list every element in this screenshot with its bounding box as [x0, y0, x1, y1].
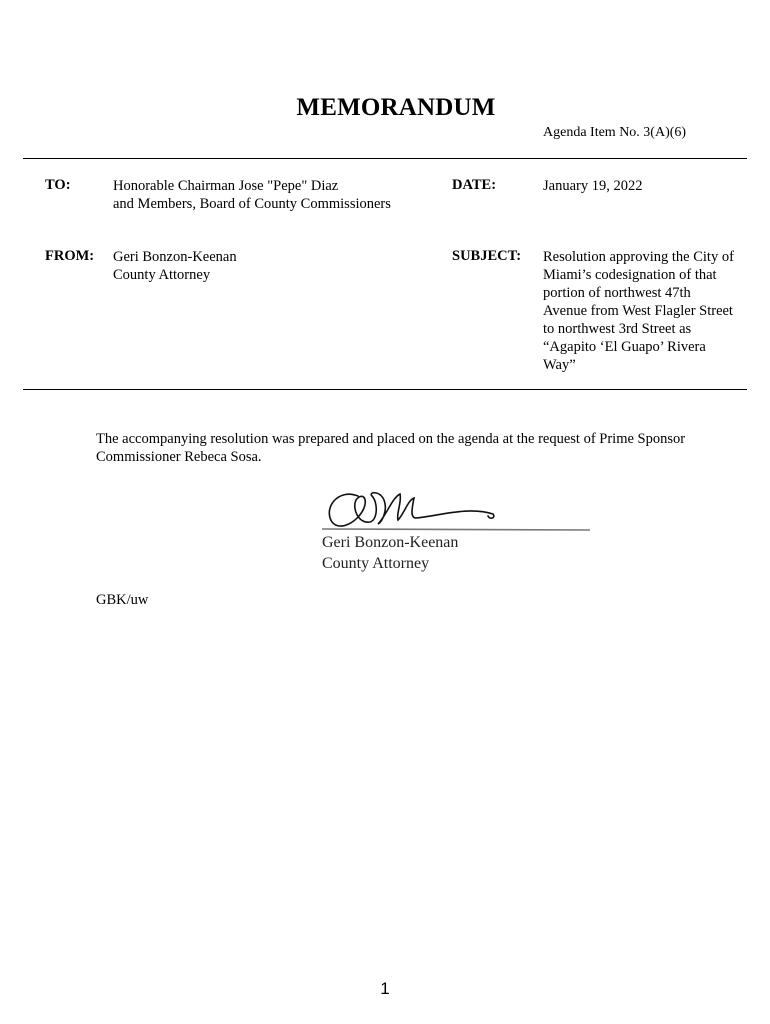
- subject-line: Miami’s codesignation of that: [543, 267, 717, 283]
- agenda-item-number: Agenda Item No. 3(A)(6): [543, 125, 687, 140]
- subject-line: Resolution approving the City of: [543, 249, 734, 265]
- to-line: Honorable Chairman Jose "Pepe" Diaz: [113, 178, 339, 194]
- subject-line: portion of northwest 47th: [543, 285, 691, 301]
- page-number: 1: [380, 979, 390, 998]
- typist-initials: GBK/uw: [96, 592, 149, 608]
- memo-title: MEMORANDUM: [296, 94, 496, 121]
- subject-line: Avenue from West Flagler Street: [543, 303, 733, 319]
- date-value: January 19, 2022: [543, 178, 643, 194]
- subject-line: to northwest 3rd Street as: [543, 321, 692, 337]
- from-line: Geri Bonzon-Keenan: [113, 249, 237, 265]
- body-paragraph: [96, 430, 736, 466]
- subject-line: “Agapito ‘El Guapo’ Rivera: [543, 339, 706, 355]
- signature-block: [322, 532, 458, 574]
- header-bottom-divider: [23, 389, 747, 390]
- from-line: County Attorney: [113, 267, 211, 283]
- to-line: and Members, Board of County Commissioners: [113, 196, 391, 212]
- to-label: TO:: [45, 177, 71, 193]
- body-line: Commissioner Rebeca Sosa.: [96, 449, 262, 465]
- to-recipient: [113, 177, 391, 213]
- body-line: The accompanying resolution was prepared and placed on the agenda at the request of Prime Sponsor: [96, 431, 686, 447]
- signatory-title: County Attorney: [322, 555, 430, 572]
- signatory-name: Geri Bonzon-Keenan: [322, 534, 459, 551]
- subject-text: [543, 248, 734, 374]
- from-label: FROM:: [45, 248, 95, 264]
- subject-label: SUBJECT:: [452, 248, 522, 264]
- from-sender: [113, 248, 237, 284]
- date-label: DATE:: [452, 177, 497, 193]
- subject-line: Way”: [543, 357, 576, 373]
- header-top-divider: [23, 158, 747, 159]
- handwritten-signature: [318, 478, 598, 538]
